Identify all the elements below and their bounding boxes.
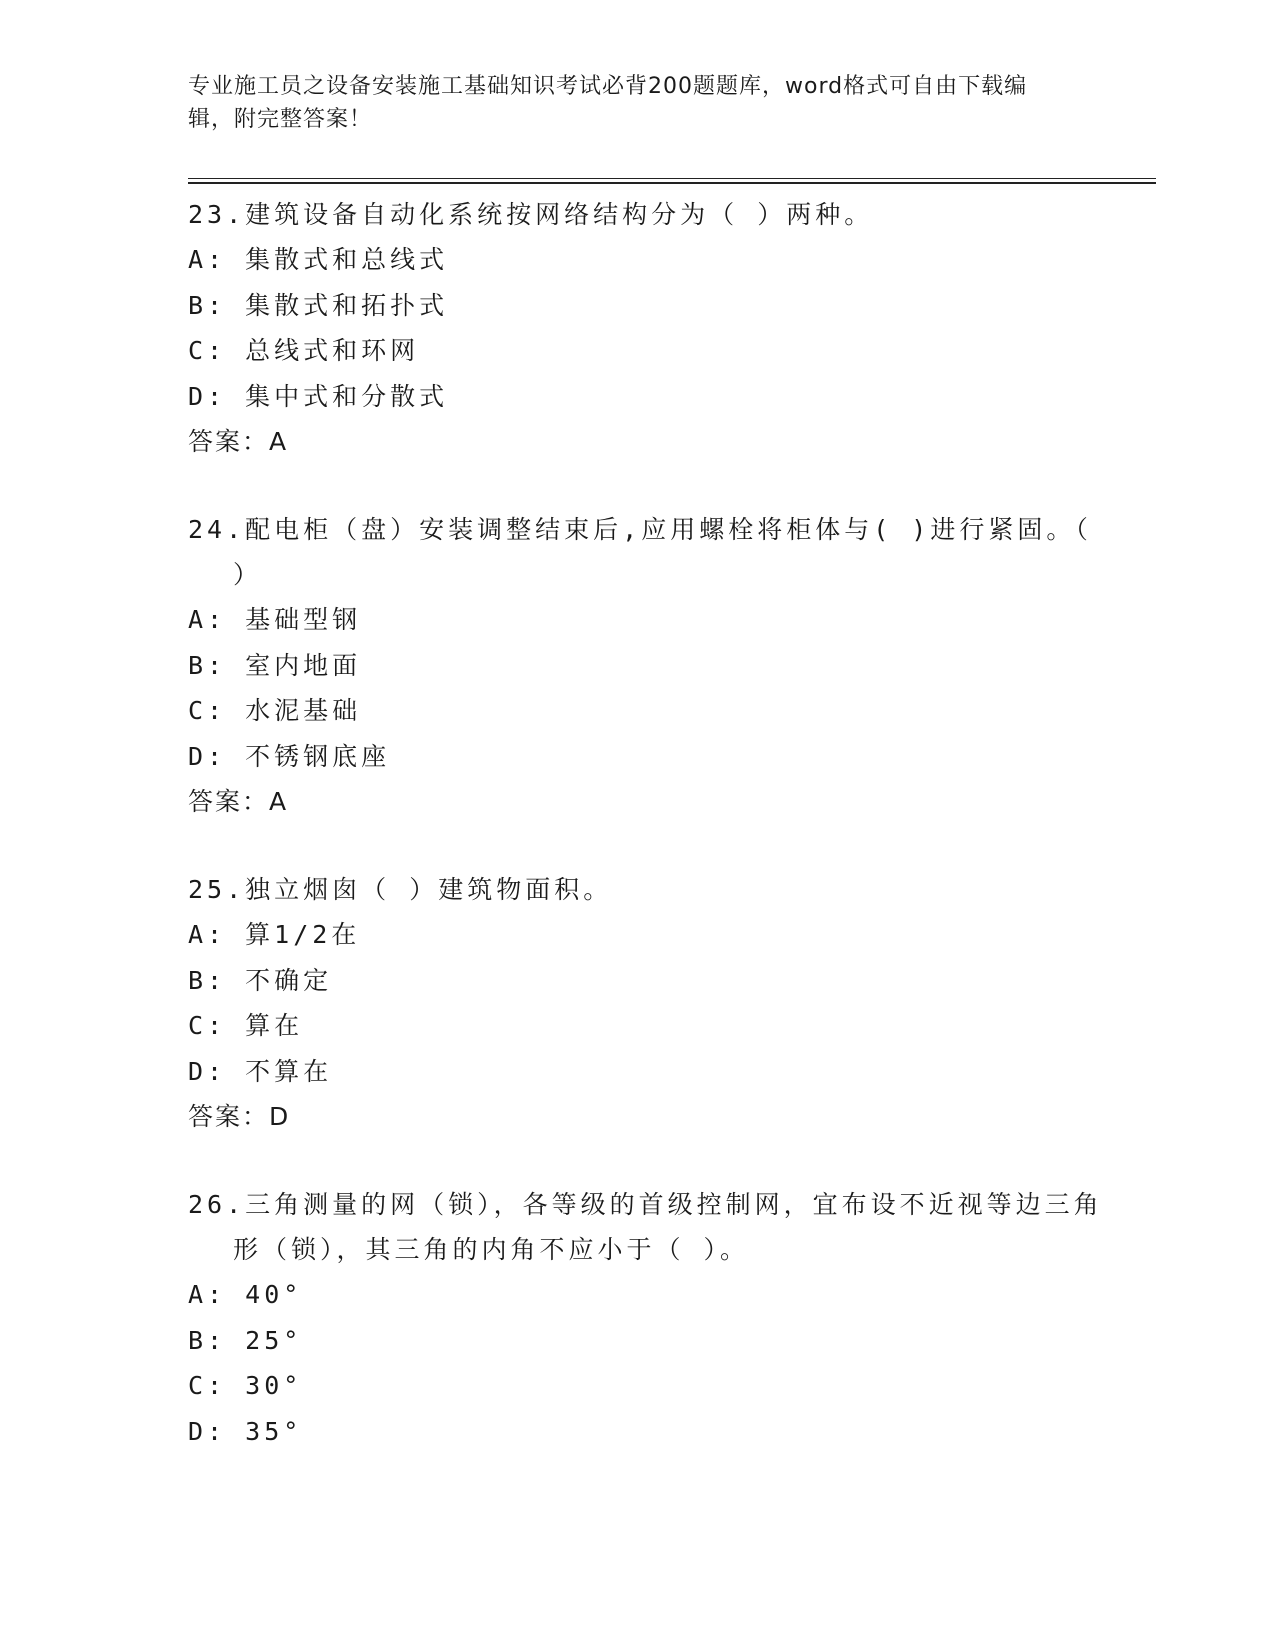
question-24	[188, 507, 1156, 825]
option-d: D: 集中式和分散式	[188, 381, 449, 411]
option-d: D: 不锈钢底座	[188, 741, 391, 771]
option-a: A: 40°	[188, 1280, 303, 1309]
option-c: C: 水泥基础	[188, 696, 362, 725]
option-b: B: 集散式和拓扑式	[188, 290, 449, 320]
question-stem: 26.三角测量的网（锁），各等级的首级控制网，宜布设不近视等边三角形（锁），其三角的内角不应小于（ ）。	[188, 1190, 1103, 1264]
option-c: C: 总线式和环网	[188, 336, 420, 365]
question-stem: 24.配电柜（盘）安装调整结束后,应用螺栓将柜体与( )进行紧固。（ ）	[188, 515, 1092, 589]
question-list	[188, 192, 1156, 1496]
question-23	[188, 192, 1156, 465]
option-a: A: 集散式和总线式	[188, 245, 449, 274]
option-a: A: 基础型钢	[188, 605, 362, 634]
option-c: C: 算在	[188, 1011, 304, 1040]
option-d: D: 不算在	[188, 1056, 333, 1086]
answer-line: 答案：D	[188, 1102, 291, 1131]
question-25	[188, 867, 1156, 1140]
option-b: B: 室内地面	[188, 650, 362, 680]
option-b: B: 不确定	[188, 965, 333, 995]
question-stem: 23.建筑设备自动化系统按网络结构分为（ ）两种。	[188, 200, 874, 229]
document-page	[188, 70, 1156, 1446]
option-c: C: 30°	[188, 1371, 303, 1400]
document-header-title: 专业施工员之设备安装施工基础知识考试必背200题题库，word格式可自由下载编辑，附完整答案！	[188, 74, 1028, 132]
option-b: B: 25°	[188, 1325, 303, 1355]
option-a: A: 算1/2在	[188, 920, 361, 949]
answer-line: 答案：A	[188, 787, 289, 816]
question-stem: 25.独立烟囱（ ）建筑物面积。	[188, 875, 613, 904]
header-divider	[188, 178, 1156, 184]
answer-line: 答案：A	[188, 427, 289, 456]
question-26	[188, 1182, 1156, 1454]
option-d: D: 35°	[188, 1416, 303, 1446]
